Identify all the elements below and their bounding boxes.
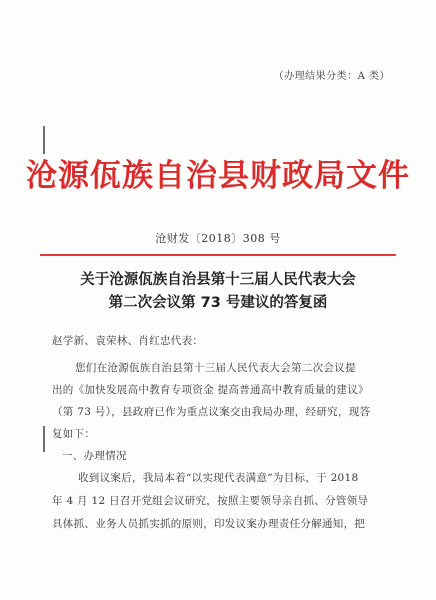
- document-number: 沧财发〔2018〕308 号: [155, 232, 281, 245]
- salutation: 赵学新、袁荣林、肖红忠代表：: [52, 335, 204, 347]
- red-header-rule: [40, 254, 396, 256]
- paragraph-line: 复如下：: [52, 428, 96, 440]
- paragraph-line: 收到议案后，我局本着“以实现代表满意”为目标，于 2018: [78, 472, 359, 484]
- subject-line-2: 第二次会议第 73 号建议的答复函: [108, 295, 328, 311]
- document-header-title: 沧源佤族自治县财政局文件: [26, 158, 410, 194]
- paragraph-line: 您们在沧源佤族自治县第十三届人民代表大会第二次会议提: [75, 362, 356, 374]
- scan-margin-mark: [43, 426, 45, 452]
- result-classification: （办理结果分类：A 类）: [273, 71, 390, 82]
- paragraph-line: 具体抓、业务人员抓实抓的原则，印发议案办理责任分解通知，把: [52, 518, 366, 530]
- paragraph-line: 出的《加快发展高中教育专项资金 提高普通高中教育质量的建议》: [52, 384, 369, 396]
- paragraph-line: （第 73 号），县政府已作为重点议案交由我局办理，经研究，现答: [52, 406, 371, 418]
- subject-line-1: 关于沧源佤族自治县第十三届人民代表大会: [80, 272, 356, 288]
- paragraph-line: 年 4 月 12 日召开党组会议研究，按照主要领导亲自抓、分管领导: [52, 495, 369, 507]
- section-heading: 一、办理情况: [62, 450, 127, 462]
